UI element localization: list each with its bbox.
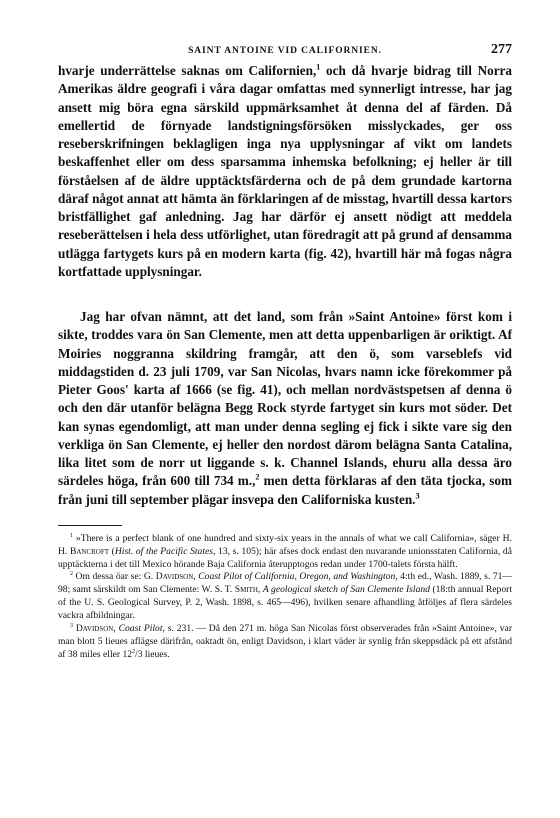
paragraph-text: hvarje underrättelse saknas om Californien, (58, 63, 317, 78)
footnote-text: »There is a perfect blank of one hundred and sixty-six years in the annals of what we call California», säger H. H. (58, 532, 512, 557)
paragraph-text: och då hvarje bidrag till Norra Amerikas äldre geografi i våra dagar omfattas med synnerligt intresse, har jag ansett mig böra egna särskild uppmärksamhet åt denna del af färden. Då emellertid de förnyade landstigningsförsöken misslyckades, ger oss reseberskrifningen beklagligen inga nya upplysningar af vikt om landets beskaffenhet eller om dess sparsamma inhemska befolkning; ej heller är till förståelsen af de äldre upptäcktsfärderna och de på dem grundade kartorna däraf något annat att hämta än förklaringen af de misstag, hvartill dessa kartors bristfällighet gaf anledning. Jag har därför ej ansett nödigt att meddela reseberättelsen i hela dess utförlighet, utan föredragit att på grund af densamma utlägga fartygets kurs på en modern karta (fig. 42), hvartill här må fogas några kortfattade upplysningar. (58, 63, 512, 279)
footnote-ref: 2 (255, 472, 260, 482)
footnote-1 (58, 533, 512, 572)
footnote-text: lieues. (142, 648, 170, 660)
paragraph (58, 62, 512, 281)
footnotes (58, 533, 512, 662)
footnote-2 (58, 571, 512, 623)
footnote-author: Bancroft (69, 545, 110, 557)
footnote-text: ( (109, 545, 115, 557)
footnote-text: (18:th annual Report of the U. S. Geological Survey, P. 2, Wash. 1898, s. 465—496), hvilken senare afhandling åtföljes af flera särdeles vackra afbildningar. (58, 584, 512, 622)
footnote-title: Hist. of the Pacific States, (114, 545, 216, 557)
footnote-text: , (258, 584, 263, 596)
fraction-denominator: /3 (135, 648, 143, 660)
footnote-number: 3 (70, 622, 73, 629)
footnote-text: , (113, 623, 119, 635)
paragraph-text: men detta förklaras af den täta tjocka, som från juni till september plägar insvepa den Californiska kusten. (58, 473, 513, 507)
footnote-number: 2 (70, 571, 73, 578)
footnote-title: Coast Pilot of California, Oregon, and Washington, (198, 571, 398, 583)
footnote-author: Davidson (75, 623, 114, 635)
footnote-ref: 1 (316, 62, 321, 72)
running-head: SAINT ANTOINE VID CALIFORNIEN. (188, 46, 382, 56)
footnote-divider (58, 525, 122, 526)
footnote-title: Coast Pilot, (118, 623, 165, 635)
footnote-text: s. 231. — Då den 271 m. höga San Nicolas först observerades från »Saint Antoine», var man blott 5 lieues aflägse därifrån, oaktadt ön, enligt Davidson, i klart väder är synlig från skeppsdäck på ett afstånd af 38 miles eller 12 (58, 623, 513, 660)
page-header (58, 40, 512, 62)
footnote-author: Smith (234, 584, 258, 596)
body-text (58, 62, 512, 509)
paragraph (58, 308, 512, 509)
footnote-text: Om dessa öar se: G. (72, 571, 156, 583)
footnote-ref: 3 (415, 491, 420, 501)
footnote-text: 13, s. 105); här afses dock endast den nuvarande unionsstaten California, då upptäckterna i det till Mexico hörande Baja California återupptogos redan under 1700-talets första hälft. (58, 545, 512, 570)
footnote-text: , (193, 571, 199, 583)
footnote-title: A geological sketch of San Clemente Island (262, 584, 430, 596)
fraction-numerator: 2 (132, 648, 136, 655)
book-page (58, 40, 512, 662)
page-number: 277 (491, 42, 512, 57)
paragraph-text: Jag har ofvan nämnt, att det land, som från »Saint Antoine» först kom i sikte, troddes vara ön San Clemente, men att detta uppenbarligen är oriktigt. Af Moiries noggranna skildring framgår, att den ö, som varseblefs vid middagstiden d. 23 juli 1709, var San Nicolas, hvars namn icke förekommer på Pieter Goos' karta af 1666 (se fig. 41), och mellan nordvästspetsen af denna ö och den där utanför belägna Begg Rock styrde fartyget sin kurs mot söder. Det kan synas egendomligt, att man under denna segling ej fick i sikte vare sig den verkliga ön San Clemente, ej heller den nordost därom belägna Santa Catalina, lika litet som de norr ut liggande s. k. Channel Islands, ehuru alla dessa äro särdeles höga, från 600 till 734 m., (58, 309, 512, 489)
footnote-number: 1 (70, 532, 73, 539)
footnote-text: 4:th ed., Wash. 1889, s. 71—98; samt särskildt om San Clemente: W. S. T. (58, 571, 513, 596)
footnote-3 (58, 623, 512, 662)
footnote-author: Davidson (155, 571, 194, 583)
